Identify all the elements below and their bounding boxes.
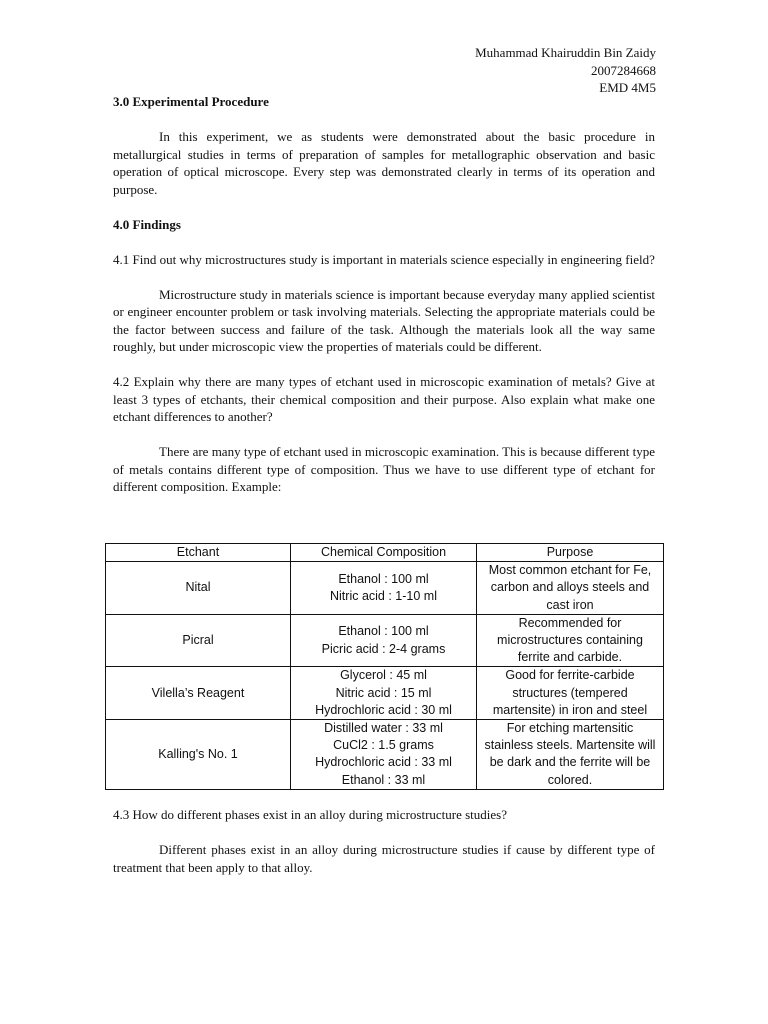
composition-cell [291,667,477,720]
composition-line: Ethanol : 100 ml [338,571,429,586]
section-4-3 [113,806,655,876]
purpose-cell: Good for ferrite-carbide structures (tempered martensite) in iron and steel [477,667,664,720]
composition-line: Ethanol : 100 ml [338,624,429,639]
section-3-title: 3.0 Experimental Procedure [113,94,269,109]
composition-line: Hydrochloric acid : 30 ml [315,702,452,717]
etchant-cell: Picral [106,614,291,667]
question-4-1: 4.1 Find out why microstructures study is important in materials science especially in engineering field? [113,251,655,267]
purpose-cell: Recommended for microstructures containing ferrite and carbide. [477,614,664,667]
composition-cell [291,720,477,790]
column-header: Etchant [106,544,291,562]
student-id: 2007284668 [591,62,656,78]
composition-line: CuCl2 : 1.5 grams [333,738,434,753]
composition-cell [291,562,477,615]
column-header: Chemical Composition [291,544,477,562]
table-header-row [106,544,664,562]
composition-line: Picric acid : 2-4 grams [321,641,446,656]
composition-line: Ethanol : 33 ml [341,772,426,787]
etchant-cell: Nital [106,562,291,615]
composition-line: Distilled water : 33 ml [324,721,443,736]
class-code: EMD 4M5 [599,80,656,95]
composition-line: Nitric acid : 15 ml [335,685,432,700]
composition-line: Nitric acid : 1-10 ml [330,589,437,603]
answer-4-2: There are many type of etchant used in microscopic examination. This is because different type of metals contains different type of composition. Thus we have to use different type of etchant for different composition. Example: [113,444,655,494]
main-content [113,93,655,496]
etchant-cell: Vilella’s Reagent [106,667,291,720]
question-4-2: 4.2 Explain why there are many types of etchant used in microscopic examination of metals? Give at least 3 types of etchants, their chemical composition and their purpose. Also explain what make one etchant differences to another? [113,374,655,424]
table-row [106,667,664,720]
purpose-cell: Most common etchant for Fe, carbon and alloys steels and cast iron [477,562,664,615]
section-3-body: In this experiment, we as students were demonstrated about the basic procedure in metallurgical studies in terms of preparation of samples for metallographic observation and basic operation of optical microscope. Every step was demonstrated clearly in terms of its operation and purpose. [113,129,655,197]
table-row [106,562,664,615]
author-name: Muhammad Khairuddin Bin Zaidy [475,45,656,60]
question-4-3: 4.3 How do different phases exist in an alloy during microstructure studies? [113,807,508,822]
composition-line: Glycerol : 45 ml [340,668,427,683]
composition-line: Hydrochloric acid : 33 ml [315,755,452,770]
answer-4-3: Different phases exist in an alloy during microstructure studies if cause by different type of treatment that been apply to that alloy. [113,842,655,875]
composition-cell [291,614,477,667]
etchant-table [105,543,664,790]
purpose-cell: For etching martensitic stainless steels. Martensite will be dark and the ferrite will be colored. [477,720,664,790]
author-header [475,44,656,97]
table-row [106,614,664,667]
section-4-title: 4.0 Findings [113,216,181,232]
answer-4-1: Microstructure study in materials science is important because everyday many applied scientist or engineer encounter problem or task involving materials. Selecting the appropriate materials could be the factor between success and failure of the task. Although the materials look all the way same roughly, but under microscopic view the properties of materials could be different. [113,286,655,354]
table-row [106,720,664,790]
etchant-cell: Kalling's No. 1 [106,720,291,790]
column-header: Purpose [477,544,664,562]
